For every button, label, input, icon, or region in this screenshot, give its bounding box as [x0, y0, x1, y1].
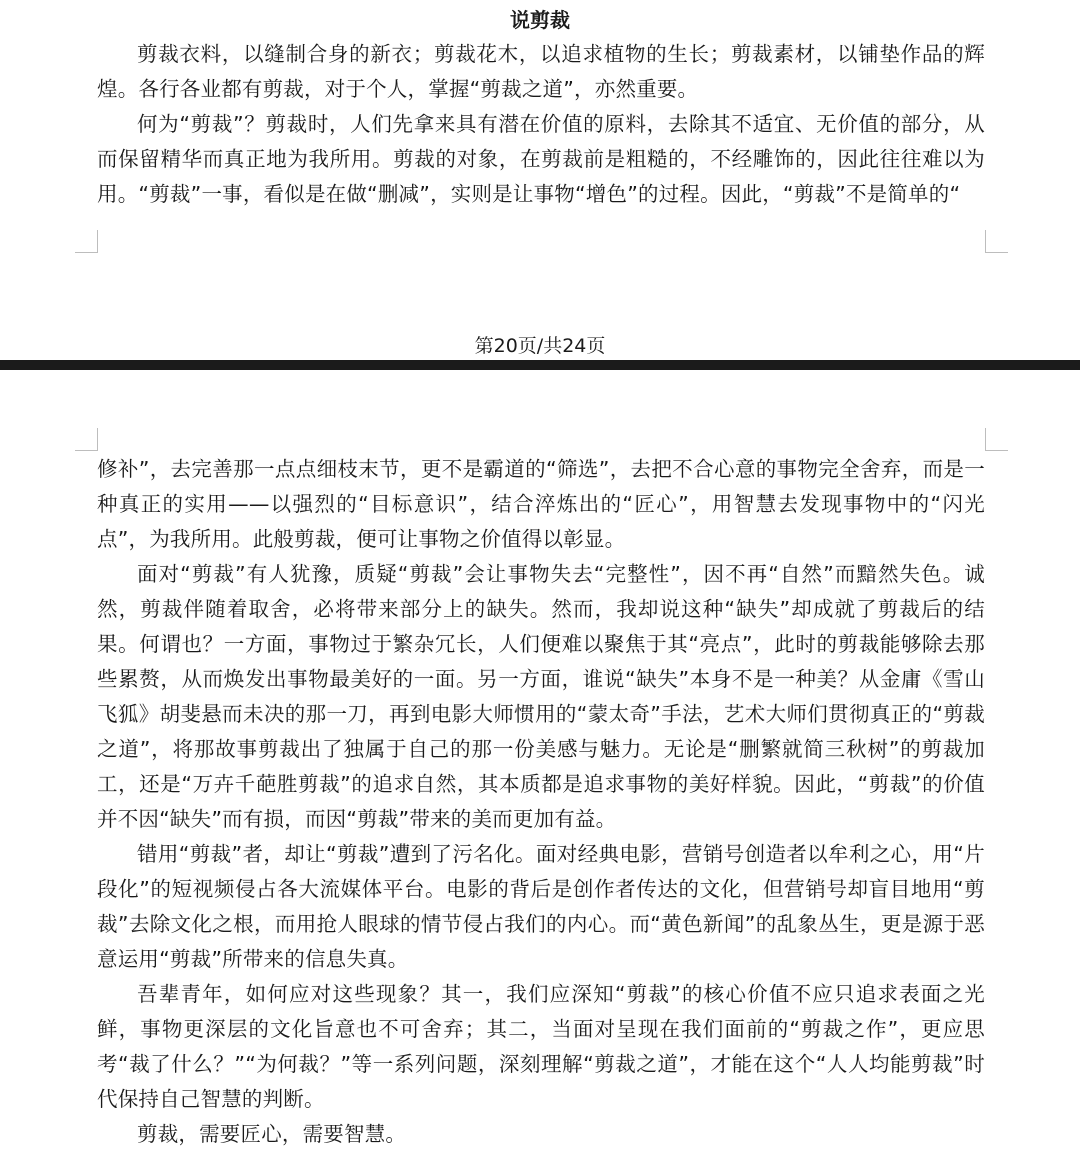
margin-corner-mark: [985, 230, 1008, 253]
paragraph: 面对“剪裁”有人犹豫，质疑“剪裁”会让事物失去“完整性”，因不再“自然”而黯然失色。诚然，剪裁伴随着取舍，必将带来部分上的缺失。然而，我却说这种“缺失”却成就了剪裁后的结果。何谓也？一方面，事物过于繁杂冗长，人们便难以聚焦于其“亮点”，此时的剪裁能够除去那些累赘，从而焕发出事物最美好的一面。另一方面，谁说“缺失”本身不是一种美？从金庸《雪山飞狐》胡斐悬而未决的那一刀，再到电影大师惯用的“蒙太奇”手法，艺术大师们贯彻真正的“剪裁之道”，将那故事剪裁出了独属于自己的那一份美感与魅力。无论是“删繁就简三秋树”的剪裁加工，还是“万卉千葩胜剪裁”的追求自然，其本质都是追求事物的美好样貌。因此，“剪裁”的价值并不因“缺失”而有损，而因“剪裁”带来的美而更加有益。: [97, 562, 985, 831]
page-21-body: [97, 452, 985, 1152]
page-20-body: [97, 37, 985, 212]
margin-corner-mark: [985, 428, 1008, 451]
paragraph: 何为“剪裁”？剪裁时，人们先拿来具有潜在价值的原料，去除其不适宜、无价值的部分，从而保留精华而真正地为我所用。剪裁的对象，在剪裁前是粗糙的，不经雕饰的，因此往往难以为用。“剪裁”一事，看似是在做“删减”，实则是让事物“增色”的过程。因此，“剪裁”不是简单的“: [97, 112, 985, 206]
page-21: [0, 370, 1080, 1157]
page-20: [0, 0, 1080, 360]
margin-corner-mark: [75, 428, 98, 451]
document-title: 说剪裁: [510, 8, 570, 32]
paragraph: 剪裁衣料，以缝制合身的新衣；剪裁花木，以追求植物的生长；剪裁素材，以铺垫作品的辉煌。各行各业都有剪裁，对于个人，掌握“剪裁之道”，亦然重要。: [97, 42, 985, 101]
paragraph: 修补”，去完善那一点点细枝末节，更不是霸道的“筛选”，去把不合心意的事物完全舍弃，而是一种真正的实用——以强烈的“目标意识”，结合淬炼出的“匠心”，用智慧去发现事物中的“闪光点”，为我所用。此般剪裁，便可让事物之价值得以彰显。: [97, 457, 985, 551]
paragraph: 剪裁，需要匠心，需要智慧。: [137, 1122, 407, 1146]
paragraph: 吾辈青年，如何应对这些现象？其一，我们应深知“剪裁”的核心价值不应只追求表面之光鲜，事物更深层的文化旨意也不可舍弃；其二，当面对呈现在我们面前的“剪裁之作”，更应思考“裁了什么？”“为何裁？”等一系列问题，深刻理解“剪裁之道”，才能在这个“人人均能剪裁”时代保持自己智慧的判断。: [97, 982, 985, 1111]
page-break-divider: [0, 360, 1080, 370]
page-number-footer: 第20页/共24页: [474, 335, 606, 357]
margin-corner-mark: [75, 230, 98, 253]
paragraph: 错用“剪裁”者，却让“剪裁”遭到了污名化。面对经典电影，营销号创造者以牟利之心，用“片段化”的短视频侵占各大流媒体平台。电影的背后是创作者传达的文化，但营销号却盲目地用“剪裁”去除文化之根，而用抢人眼球的情节侵占我们的内心。而“黄色新闻”的乱象丛生，更是源于恶意运用“剪裁”所带来的信息失真。: [97, 842, 985, 971]
